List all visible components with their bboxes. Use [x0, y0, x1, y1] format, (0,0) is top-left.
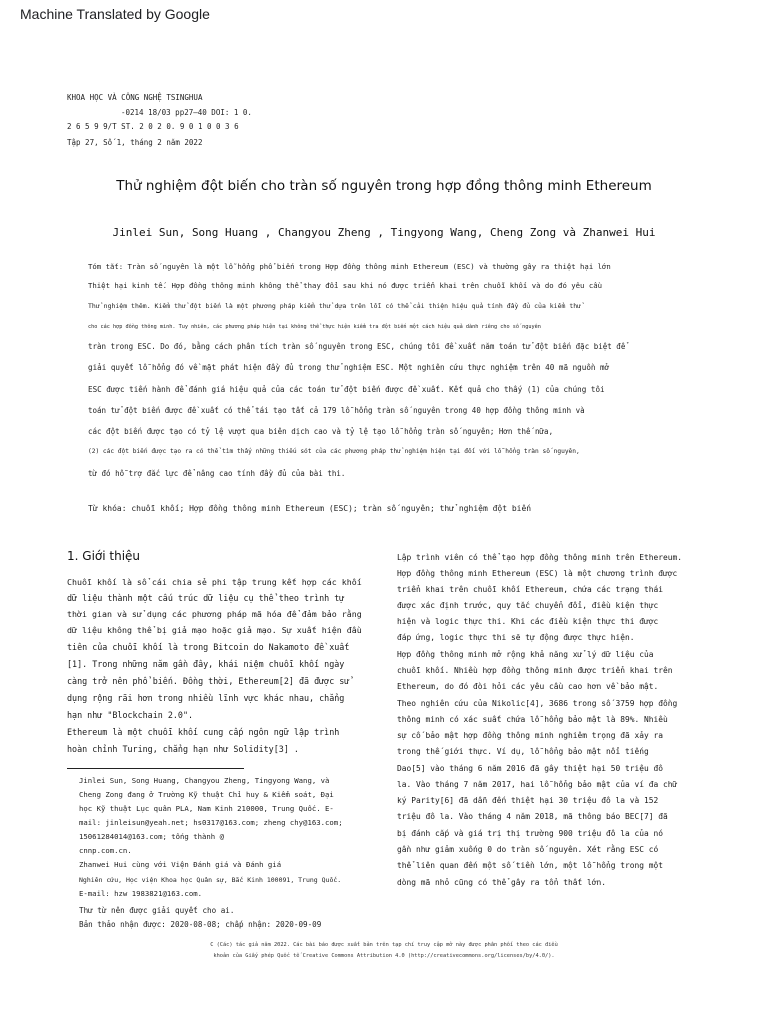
- footnote-line: Cheng Zong đang ở Trường Kỹ thuật Chỉ huy & Kiểm soát, Đại: [79, 790, 334, 799]
- abstract-line: ESC được tiến hành để đánh giá hiệu quả của các toán tử đột biến được đề xuất. Kết quả cho thấy (1) của chúng tôi: [88, 385, 605, 394]
- body-line: [1]. Trong những năm gần đây, khái niệm chuỗi khối ngày: [67, 659, 345, 669]
- body-line: ký Parity[6] đã dẫn đến thiệt hại 30 triệu đô la và 152: [397, 796, 659, 805]
- body-line: Chuỗi khối là sổ cái chia sẻ phi tập trung kết hợp các khối: [67, 577, 362, 587]
- body-line: Ethereum là một chuỗi khối cung cấp ngôn ngữ lập trình: [67, 727, 340, 737]
- license-notice: [0, 940, 768, 962]
- body-line: hạn như "Blockchain 2.0".: [67, 710, 194, 720]
- footnote-line: E-mail: hzw 1983821@163.com.: [79, 889, 203, 898]
- doi-line: 2 6 5 9 9/T ST. 2 0 2 0. 9 0 1 0 0 3 6: [67, 122, 239, 131]
- correspondence-note: Thư từ nên được giải quyết cho ai.: [79, 906, 235, 915]
- keywords: Từ khóa: chuỗi khối; Hợp đồng thông minh Ethereum (ESC); tràn số nguyên; thử nghiệm đột biến: [88, 504, 532, 513]
- paper-title: Thử nghiệm đột biến cho tràn số nguyên trong hợp đồng thông minh Ethereum: [116, 178, 652, 194]
- manuscript-dates: Bản thảo nhận được: 2020-08-08; chấp nhận: 2020-09-09: [79, 920, 322, 929]
- author-list: Jinlei Sun, Song Huang , Changyou Zheng , Tingyong Wang, Cheng Zong và Zhanwei Hui: [112, 226, 656, 239]
- body-line: thông minh có xác suất chứa lỗ hổng bảo mật là 89%. Nhiều: [397, 715, 668, 724]
- footnote-line: mail: jinleisun@yeah.net; hs0317@163.com; zheng chy@163.com;: [79, 818, 343, 827]
- abstract-line: tràn trong ESC. Do đó, bằng cách phân tích tràn số nguyên trong ESC, chúng tôi đề xuất năm toán tử đột biến đặc biệt để: [88, 342, 626, 351]
- body-line: trong thế giới thực. Ví dụ, lỗ hổng bảo mật nổi tiếng: [397, 747, 649, 756]
- abstract-line: Thử nghiệm thêm. Kiểm thử đột biến là một phương pháp kiểm thử dựa trên lỗi có thể cải thiện hiệu quả tính đầy đủ của kiểm thử: [88, 302, 582, 310]
- footnote-line: cnnp.com.cn.: [79, 846, 132, 855]
- abstract-line: các đột biến được tạo có tỷ lệ vượt qua biên dịch cao và tỷ lệ tạo lỗ hổng tràn số nguyên; Hơn thế nữa,: [88, 427, 554, 436]
- body-line: triệu đô la. Vào tháng 4 năm 2018, mã thông báo BEC[7] đã: [397, 812, 668, 821]
- abstract-line: từ đó hỗ trợ đắc lực để nâng cao tính đầy đủ của bài thi.: [88, 469, 346, 478]
- body-line: Lập trình viên có thể tạo hợp đồng thông minh trên Ethereum.: [397, 553, 683, 562]
- abstract-line: cho các hợp đồng thông minh. Tuy nhiên, các phương pháp hiện tại không thể thực hiện kiểm tra đột biến một cách hiệu quả dành riêng cho số nguyên: [88, 324, 541, 330]
- issn-line: -0214 18/03 pp27–40 DOI: 1 0.: [121, 108, 252, 117]
- body-line: Theo nghiên cứu của Nikolic[4], 3686 trong số 3759 hợp đồng: [397, 699, 678, 708]
- abstract-line: toán tử đột biến được đề xuất có thể tái tạo tất cả 179 lỗ hổng tràn số nguyên trong 40 hợp đồng thông minh và: [88, 406, 585, 415]
- body-line: được xác định trước, quy tắc chuyển đổi, điều kiện thực: [397, 601, 659, 610]
- footnote-line: Zhanwei Hui cùng với Viện Đánh giá và Đánh giá: [79, 860, 282, 869]
- body-line: dữ liệu không thể bị giả mạo hoặc giả mạo. Sự xuất hiện đầu: [67, 625, 362, 635]
- issue-line: Tập 27, Số 1, tháng 2 năm 2022: [67, 138, 203, 147]
- body-line: triển khai trên chuỗi khối Ethereum, chứa các trạng thái: [397, 585, 664, 594]
- body-line: la. Vào tháng 7 năm 2017, hai lỗ hổng bảo mật của ví đa chữ: [397, 780, 678, 789]
- abstract-line: Tóm tắt: Tràn số nguyên là một lỗ hổng phổ biến trong Hợp đồng thông minh Ethereum (ESC) và thường gây ra thiệt hại lớn: [88, 262, 611, 271]
- footnote-divider: [67, 768, 244, 769]
- body-line: dụng rộng rãi hơn trong nhiều lĩnh vực khác nhau, chẳng: [67, 693, 345, 703]
- body-line: Dao[5] vào tháng 6 năm 2016 đã gây thiệt hại 50 triệu đô: [397, 764, 664, 773]
- body-line: hiện và logic thực thi. Khi các điều kiện thực thi được: [397, 617, 659, 626]
- body-line: bị đánh cắp và giá trị thị trường 900 triệu đô la của nó: [397, 829, 664, 838]
- body-line: dòng mã nhỏ cũng có thể gây ra tổn thất lớn.: [397, 878, 607, 887]
- body-line: gần như giảm xuống 0 do tràn số nguyên. Xét rằng ESC có: [397, 845, 659, 854]
- body-line: dữ liệu thành một cấu trúc dữ liệu cụ thể theo trình tự: [67, 593, 345, 603]
- body-line: Hợp đồng thông minh mở rộng khả năng xử lý dữ liệu của: [397, 650, 654, 659]
- license-line: C (Các) tác giả năm 2022. Các bài báo được xuất bản trên tạp chí truy cập mở này được phân phối theo các điều: [210, 942, 558, 948]
- footnote-line: học Kỹ thuật Lục quân PLA, Nam Kinh 210000, Trung Quốc. E-: [79, 804, 334, 813]
- body-line: Hợp đồng thông minh Ethereum (ESC) là một chương trình được: [397, 569, 678, 578]
- footnote-line: Jinlei Sun, Song Huang, Changyou Zheng, Tingyong Wang, và: [79, 776, 330, 785]
- body-line: chuỗi khối. Nhiều hợp đồng thông minh được triển khai trên: [397, 666, 673, 675]
- abstract-line: giải quyết lỗ hổng đó về mặt phát hiện đầy đủ trong thử nghiệm ESC. Một nghiên cứu thực nghiệm trên 40 mã nguồn mở: [88, 363, 610, 372]
- body-line: hoàn chỉnh Turing, chẳng hạn như Solidity[3] .: [67, 744, 299, 754]
- body-line: thể liên quan đến một số tiền lớn, một lỗ hổng trong một: [397, 861, 664, 870]
- journal-name: KHOA HỌC VÀ CÔNG NGHỆ TSINGHUA: [67, 93, 203, 102]
- body-line: sự cố bảo mật hợp đồng thông minh nghiêm trọng đã xảy ra: [397, 731, 664, 740]
- machine-translated-banner: Machine Translated by Google: [20, 6, 210, 22]
- license-line: khoản của Giấy phép Quốc tế Creative Commons Attribution 4.0 (http://creativecommons.org/licenses/by/4.0/).: [213, 953, 555, 959]
- footnote-line: Nghiên cứu, Học viện Khoa học Quân sự, Bắc Kinh 100091, Trung Quốc.: [79, 876, 342, 884]
- body-line: càng trở nên phổ biến. Đồng thời, Ethereum[2] đã được sử: [67, 676, 350, 686]
- abstract-line: Thiệt hại kinh tế. Hợp đồng thông minh không thể thay đổi sau khi nó được triển khai trên chuỗi khối và do đó yêu cầu: [88, 281, 602, 290]
- body-line: đáp ứng, logic thực thi sẽ tự động được thực hiện.: [397, 633, 635, 642]
- body-line: tiên của chuỗi khối là trong Bitcoin do Nakamoto đề xuất: [67, 642, 350, 652]
- body-line: Ethereum, do đó đòi hỏi các yêu cầu cao hơn về bảo mật.: [397, 682, 659, 691]
- abstract-line: (2) các đột biến được tạo ra có thể tìm thấy những thiếu sót của các phương pháp thử nghiệm hiện tại đối với lỗ hổng tràn số nguyên,: [88, 448, 580, 455]
- footnote-line: 15061284014@163.com; tống thành @: [79, 832, 224, 841]
- section-heading: 1. Giới thiệu: [67, 549, 141, 563]
- body-line: thời gian và sử dụng các phương pháp mã hóa để đảm bảo rằng: [67, 609, 362, 619]
